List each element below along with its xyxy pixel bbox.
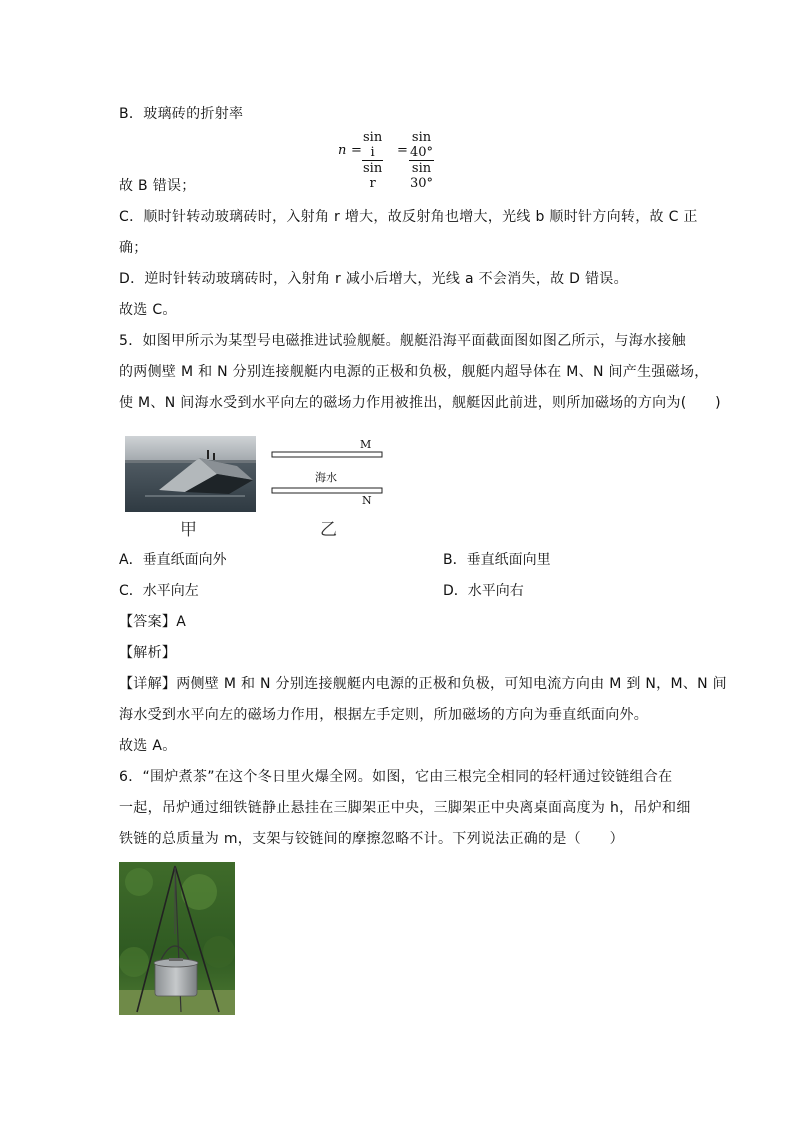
formula-eq2: = [397,143,408,158]
label-sea-water: 海水 [315,471,337,484]
text-line-1: 故 B 错误； [119,178,196,194]
option-b: B．垂直纸面向里 [443,552,551,568]
choose-5: 故选 A。 [119,738,177,754]
option-a: A．垂直纸面向外 [119,552,227,568]
fraction-sini-sinr [362,130,383,191]
plate-m [272,452,382,457]
frac2-num: sin 40° [410,130,434,160]
question-5-line-3: 使 M、N 间海水受到水平向左的磁场力作用被推出，舰艇因此前进，则所加磁场的方向为( ) [119,395,721,411]
label-m: M [360,438,372,451]
detail-5-line-2: 海水受到水平向左的磁场力作用，根据左手定则，所加磁场的方向为垂直纸面向外。 [119,707,649,723]
label-n: N [362,494,372,507]
text-line-3: 确； [119,240,148,256]
formula-n: n [338,143,347,158]
caption-yi: 乙 [320,520,337,540]
option-c: C．水平向左 [119,583,199,599]
plate-n [272,488,382,493]
text-line-5: 故选 C。 [119,302,177,318]
frac1-den: sin r [363,161,383,191]
question-6-line-3: 铁链的总质量为 m，支架与铰链间的摩擦忽略不计。下列说法正确的是（ ） [119,831,624,847]
ship-photo-drawing [125,436,256,512]
question-6-line-2: 一起，吊炉通过细铁链静止悬挂在三脚架正中央，三脚架正中央离桌面高度为 h，吊炉和细 [119,800,691,816]
question-5-line-2: 的两侧壁 M 和 N 分别连接舰艇内电源的正极和负极，舰艇内超导体在 M、N 间产生强磁场， [119,364,709,380]
frac1-num: sin i [363,130,383,160]
question-5-line-1: 5．如图甲所示为某型号电磁推进试验舰艇。舰艇沿海平面截面图如图乙所示，与海水接触 [119,333,686,349]
caption-jia: 甲 [180,520,197,540]
ship-photo [125,436,256,512]
answer-5: 【答案】A [119,614,187,630]
formula-eq1: = [351,143,362,158]
option-d: D．水平向右 [443,583,524,599]
question-6-line-1: 6．“围炉煮茶”在这个冬日里火爆全网。如图，它由三根完全相同的轻杆通过铰链组合在 [119,769,673,785]
tripod-photo [119,862,235,1015]
text-line-4: D．逆时针转动玻璃砖时，入射角 r 减小后增大，光线 a 不会消失，故 D 错误。 [119,271,628,287]
text-line-2: C．顺时针转动玻璃砖时，入射角 r 增大，故反射角也增大，光线 b 顺时针方向转，故 C 正 [119,209,698,225]
frac2-den: sin 30° [410,161,434,191]
detail-5-line-1: 【详解】两侧壁 M 和 N 分别连接舰艇内电源的正极和负极，可知电流方向由 M 到 N，M、N 间 [119,676,727,692]
fraction-sin40-sin30 [409,130,434,191]
tripod-photo-drawing [119,862,235,1015]
analysis-5: 【解析】 [119,645,177,661]
option-b-title: B．玻璃砖的折射率 [119,106,244,122]
